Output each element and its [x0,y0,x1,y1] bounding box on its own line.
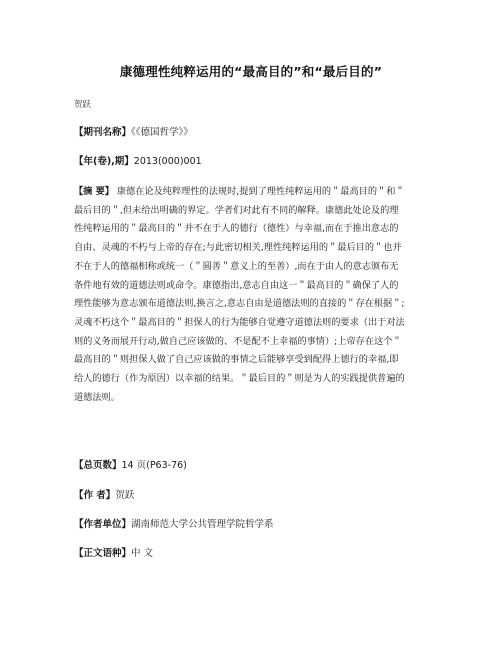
pages-field [74,459,187,472]
abstract-line: 条件地有效的道德法则或命令。康德指出,意志自由这一＂最高目的＂确保了人的 [74,279,399,291]
abstract-line: 自由、灵魂的不朽与上帝的存在;与此密切相关,理性纯粹运用的＂最后目的＂也并 [74,242,402,254]
abstract-line: 道德法则。 [74,391,120,403]
abstract-line: 不在于人的德福相称或统一（＂圆善＂意义上的至善）,而在于由人的意志颁布无 [74,260,399,272]
pages-value: 14 页(P63-76) [121,460,187,471]
author-label: 【作 者】 [74,490,116,501]
abstract-line: 性纯粹运用的＂最高目的＂并不在于人的德行（德性）与幸福,而在于推出意志的 [74,223,399,235]
document-title: 康德理性纯粹运用的“最高目的”和“最后目的” [119,64,383,79]
abstract-line: 最高目的＂则担保人做了自己应该做的事情之后能够享受到配得上德行的幸福,即 [74,354,399,366]
pages-label: 【总页数】 [74,460,122,471]
abstract-line: 【摘 要】 康德在论及纯粹理性的法规时,提到了理性纯粹运用的＂最高目的＂和＂ [74,186,405,197]
journal-label: 【期刊名称】 [74,127,132,138]
journal-value: 《《德国哲学》》 [131,127,193,138]
abstract-line: 则的义务而展开行动,做自己应该做的、不是配不上幸福的事情）;上帝存在这个＂ [74,335,402,347]
language-label: 【正文语种】 [74,548,132,559]
abstract-label: 【摘 要】 [74,186,114,197]
year-field [74,155,202,168]
affiliation-field [74,518,274,531]
language-field [74,547,153,560]
abstract-line: 给人的德行（作为原因）以幸福的结果。＂最后目的＂则是为人的实践提供普遍的 [74,373,405,385]
affiliation-label: 【作者单位】 [74,519,132,530]
year-label: 【年(卷),期】 [74,156,134,167]
abstract-line: 最后目的＂,但未给出明确的界定。学者们对此有不同的解释。康德此处论及的理 [74,204,399,216]
author-value: 贺跃 [115,490,135,501]
author-field [74,489,134,502]
journal-field [74,126,193,139]
affiliation-value: 湖南师范大学公共管理学院哲学系 [131,519,274,530]
language-value: 中 文 [131,548,154,559]
year-value: 2013(000)001 [133,156,202,167]
abstract-block [74,183,434,407]
author-byline: 贺跃 [74,100,92,110]
abstract-line: 灵魂不朽这个＂最高目的＂担保人的行为能够自觉遵守道德法则的要求（出于对法 [74,316,405,328]
abstract-line: 理性能够为意志颁布道德法则,换言之,意志自由是道德法则的直接的＂存在根据＂; [74,298,405,310]
